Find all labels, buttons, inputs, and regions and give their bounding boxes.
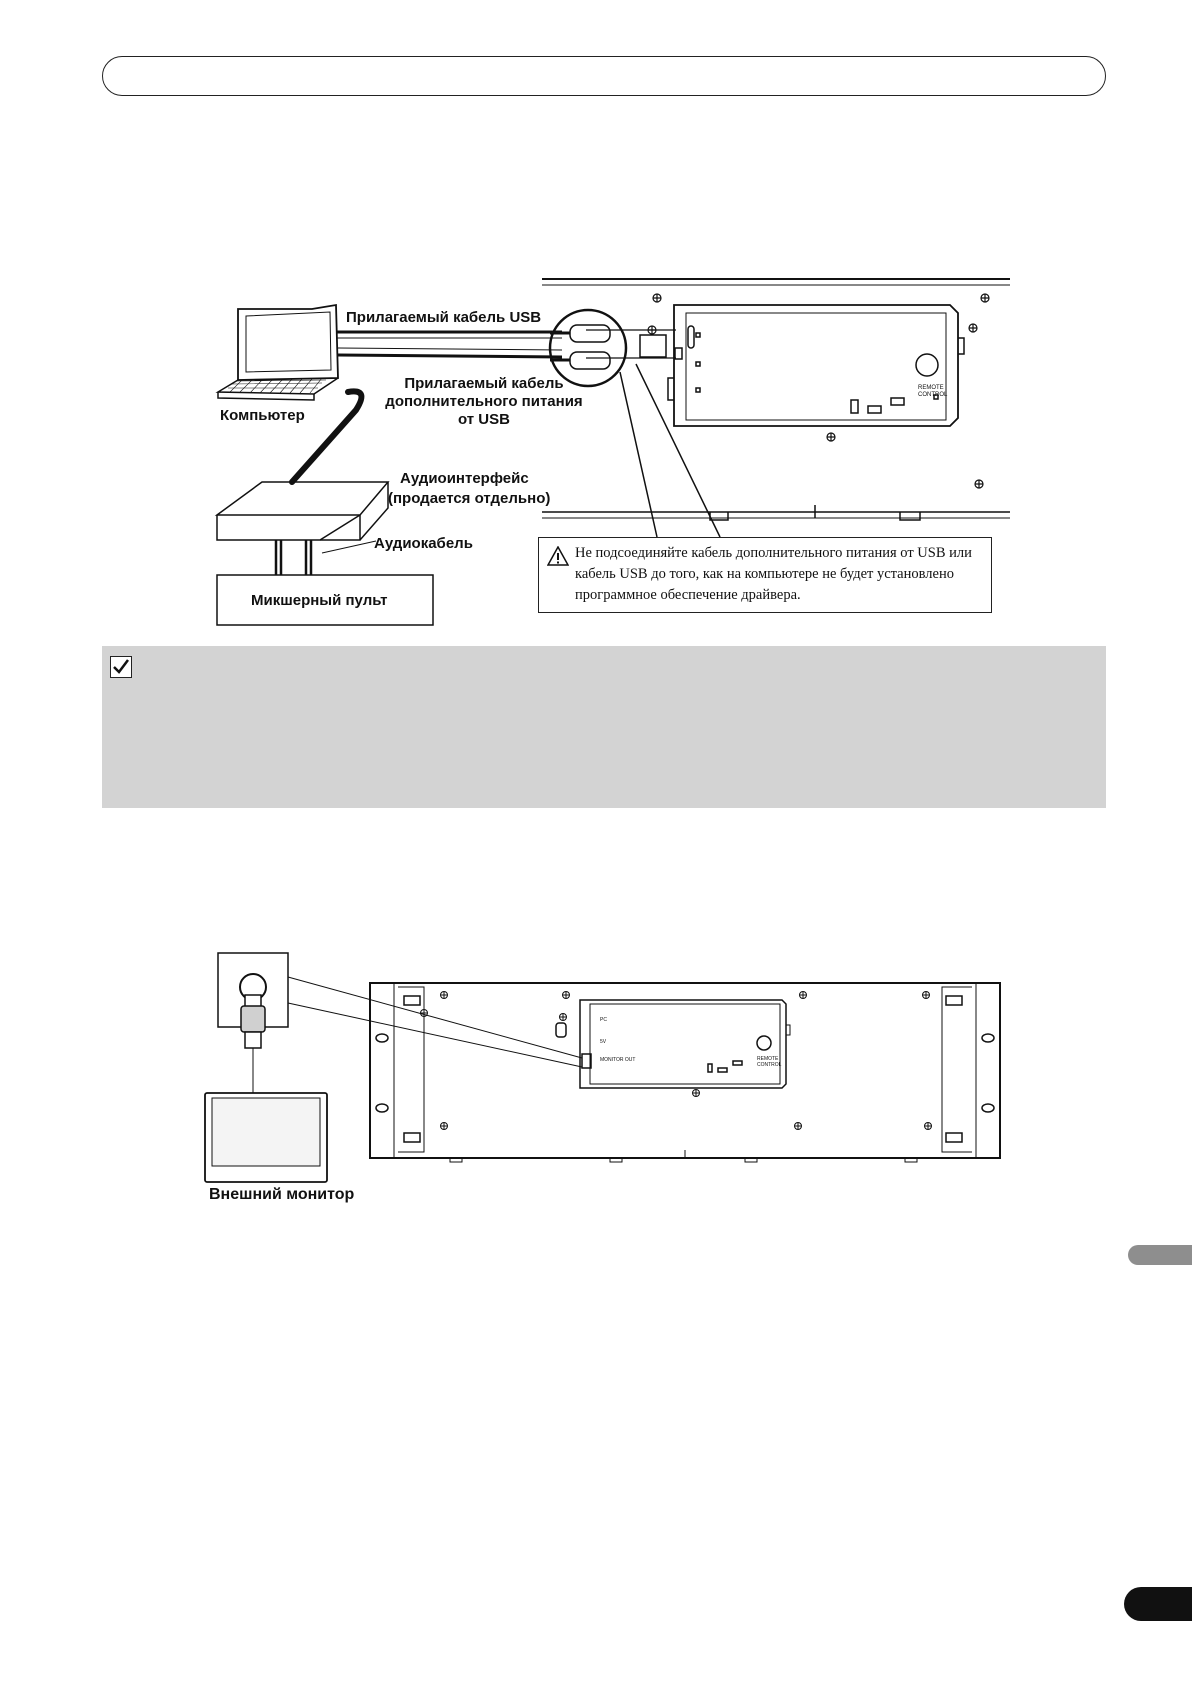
usb-power-cable-label-line3: от USB [458,411,510,428]
remote-control-label-line2: CONTROL [757,1062,782,1068]
monitor-out-label: MONITOR OUT [600,1057,636,1063]
note-panel [102,646,1106,808]
mixer-label: Микшерный пульт [251,592,388,609]
warning-text: Не подсоединяйте кабель дополнительного питания от USB или кабель USB до того, как на компьютере не будет установлено программное обеспечение драйвера. [575,545,972,603]
usb-power-cable-label-line2: дополнительного питания [385,393,583,410]
usb-power-cable-label-line1: Прилагаемый кабель [404,375,564,392]
warning-triangle-icon [547,546,569,566]
remote-control-label-line2: CONTROL [918,392,948,398]
page-number-badge [1124,1587,1192,1621]
monitor-connection-diagram [0,940,1192,1190]
audio-interface-label-line1: Аудиоинтерфейс [400,470,529,487]
external-monitor-label: Внешний монитор [209,1186,355,1203]
computer-label: Компьютер [220,407,305,424]
audio-interface-label-line2: (продается отдельно) [388,490,551,507]
remote-control-label-line1: REMOTE [918,385,944,391]
dc-port-label: 5V [600,1039,607,1045]
remote-control-label-line1: REMOTE [757,1056,779,1062]
language-tab [1128,1245,1192,1265]
pc-port-label: PC [600,1017,607,1023]
usb-cable-label: Прилагаемый кабель USB [346,309,542,326]
audio-cable-label: Аудиокабель [374,535,473,552]
warning-box [538,537,992,613]
checkmark-icon [110,656,132,678]
